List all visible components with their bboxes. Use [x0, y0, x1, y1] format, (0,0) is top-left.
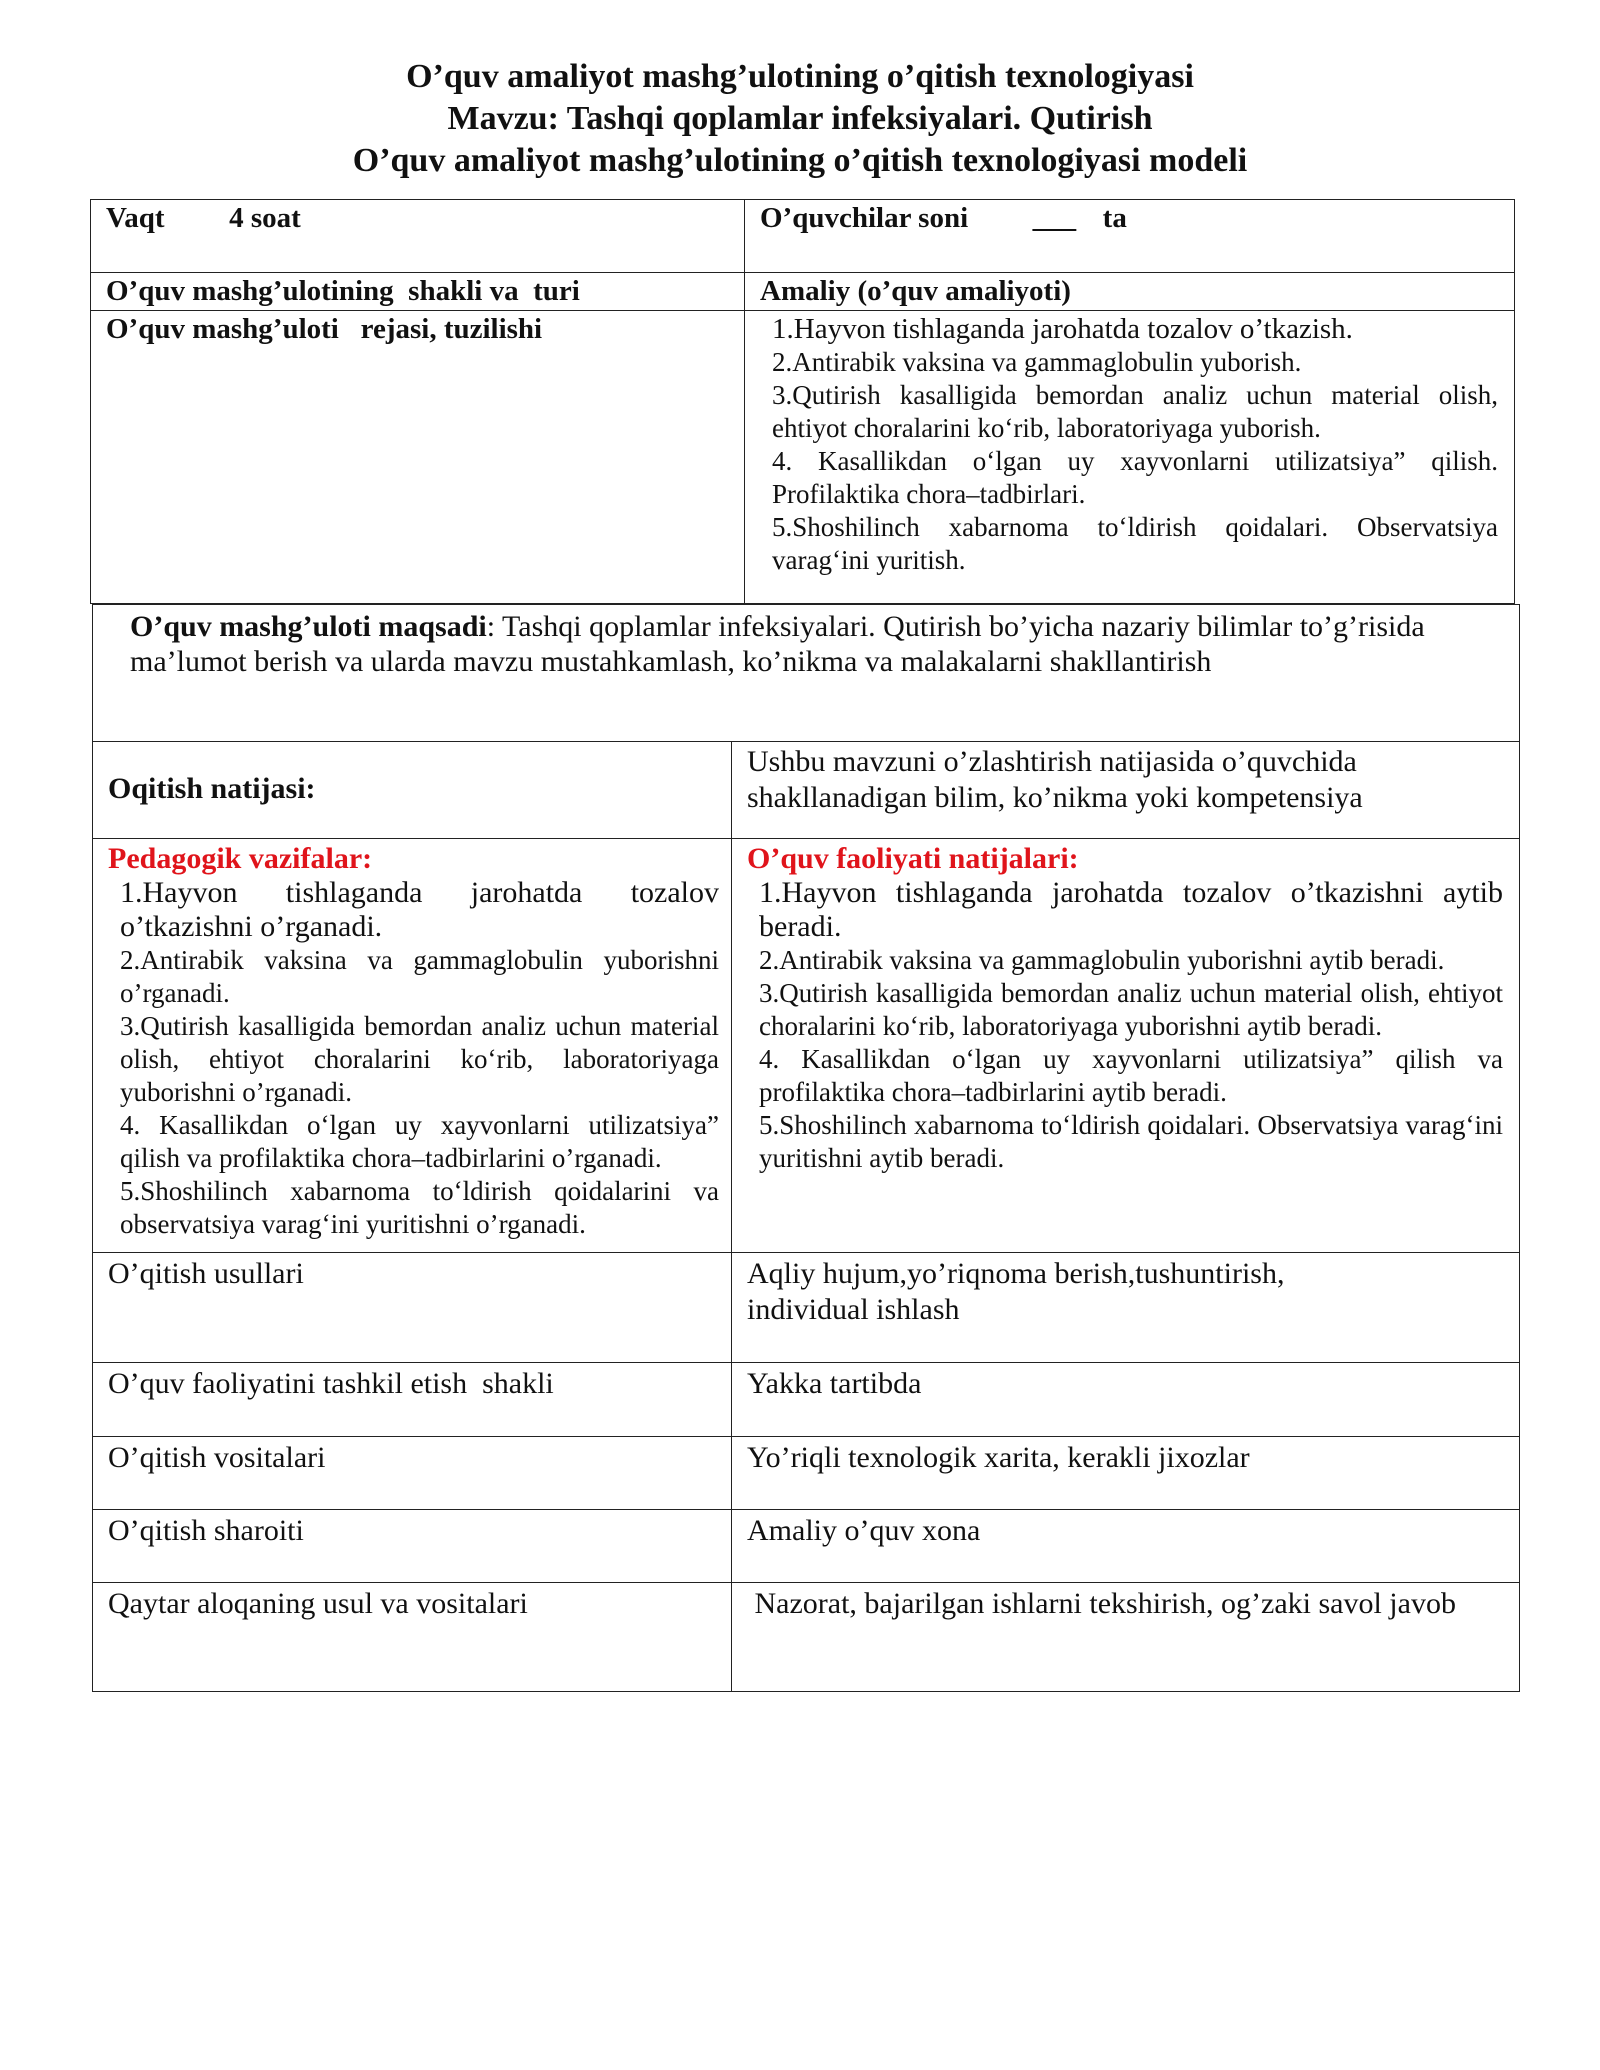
document-header — [0, 56, 1600, 182]
time-value: 4 soat — [229, 202, 301, 234]
learning-outcome-item: 5.Shoshilinch xabarnoma to‘ldirish qoidalari. Observatsiya varag‘ini yuritishni aytib beradi. — [759, 1110, 1503, 1173]
plan-label: O’quv mashg’uloti rejasi, tuzilishi — [106, 313, 543, 345]
learning-outcome-item: 2.Antirabik vaksina va gammaglobulin yuborishni aytib beradi. — [759, 945, 1445, 975]
topic-title: Mavzu: Tashqi qoplamlar infeksiyalari. Qutirish — [447, 100, 1153, 137]
goal-text — [118, 609, 1498, 679]
form-label: O’quv mashg’ulotining shakli va turi — [106, 275, 580, 307]
methods-label: O’qitish usullari — [108, 1257, 304, 1290]
form-value: Amaliy (o’quv amaliyoti) — [760, 275, 1071, 307]
organization-form-value: Yakka tartibda — [747, 1367, 922, 1400]
result-value: Ushbu mavzuni o’zlashtirish natijasida o’quvchida shakllanadigan bilim, ko’nikma yoki kompetensiya — [747, 745, 1363, 814]
students-blank: ___ — [1032, 202, 1077, 234]
document-title: O’quv amaliyot mashg’ulotining o’qitish texnologiyasi — [406, 58, 1194, 95]
plan-item: 4. Kasallikdan o‘lgan uy xayvonlarni utilizatsiya” qilish. Profilaktika chora–tadbirlari. — [772, 446, 1498, 509]
pedagogical-tasks — [96, 842, 731, 1241]
pedagogical-tasks-title: Pedagogik vazifalar: — [108, 842, 373, 875]
feedback-value: Nazorat, bajarilgan ishlarni tekshirish, og’zaki savol javob — [747, 1587, 1456, 1620]
learning-outcomes — [735, 842, 1515, 1175]
students-label: O’quvchilar soni — [760, 202, 969, 234]
tools-value: Yo’riqli texnologik xarita, kerakli jixozlar — [747, 1441, 1250, 1474]
pedagogical-task-item: 1.Hayvon tishlaganda jarohatda tozalov o’tkazishni o’rganadi. — [120, 876, 719, 943]
tools-label: O’qitish vositalari — [108, 1441, 326, 1474]
goal-description: : Tashqi qoplamlar infeksiyalari. Qutirish bo’yicha nazariy bilimlar to’g’risida ma’lumot berish va ularda mavzu mustahkamlash, ko’nikma va malakalarni shakllantirish — [130, 610, 1425, 678]
plan-item: 1.Hayvon tishlaganda jarohatda tozalov o’tkazish. — [772, 313, 1353, 345]
learning-outcome-item: 1.Hayvon tishlaganda jarohatda tozalov o’tkazishni aytib beradi. — [759, 876, 1503, 943]
learning-outcome-item: 3.Qutirish kasalligida bemordan analiz uchun material olish, ehtiyot choralarini ko‘rib, laboratoriyaga yuborishni aytib beradi. — [759, 978, 1503, 1041]
pedagogical-task-item: 5.Shoshilinch xabarnoma to‘ldirish qoidalarini va observatsiya varag‘ini yuritishni o’rganadi. — [120, 1176, 719, 1239]
pedagogical-task-item: 2.Antirabik vaksina va gammaglobulin yuborishni o’rganadi. — [120, 945, 719, 1008]
conditions-label: O’qitish sharoiti — [108, 1514, 304, 1547]
students-unit: ta — [1102, 202, 1127, 234]
plan-item: 3.Qutirish kasalligida bemordan analiz uchun material olish, ehtiyot choralarini ko‘rib, laboratoriyaga yuborish. — [772, 380, 1498, 443]
goal-label: O’quv mashg’uloti maqsadi — [130, 610, 487, 643]
learning-outcome-item: 4. Kasallikdan o‘lgan uy xayvonlarni utilizatsiya” qilish va profilaktika chora–tadbirlarini aytib beradi. — [759, 1044, 1503, 1107]
plan-item: 5.Shoshilinch xabarnoma to‘ldirish qoidalari. Observatsiya varag‘ini yuritish. — [772, 512, 1498, 575]
plan-item: 2.Antirabik vaksina va gammaglobulin yuborish. — [772, 347, 1302, 377]
result-label: Oqitish natijasi: — [108, 772, 316, 805]
model-title: O’quv amaliyot mashg’ulotining o’qitish texnologiyasi modeli — [352, 142, 1248, 179]
time-label: Vaqt — [106, 202, 165, 234]
time-cell — [94, 202, 744, 235]
conditions-value: Amaliy o’quv xona — [747, 1514, 981, 1547]
feedback-label: Qaytar aloqaning usul va vositalari — [108, 1587, 528, 1620]
learning-outcomes-title: O’quv faoliyati natijalari: — [747, 842, 1079, 875]
organization-form-label: O’quv faoliyatini tashkil etish shakli — [108, 1367, 554, 1400]
pedagogical-task-item: 4. Kasallikdan o‘lgan uy xayvonlarni utilizatsiya” qilish va profilaktika chora–tadbirlarini o’rganadi. — [120, 1110, 719, 1173]
plan-list — [760, 313, 1510, 577]
students-cell — [748, 202, 1508, 235]
pedagogical-task-item: 3.Qutirish kasalligida bemordan analiz uchun material olish, ehtiyot choralarini ko‘rib, laboratoriyaga yuborishni o’rganadi. — [120, 1011, 719, 1107]
methods-value: Aqliy hujum,yo’riqnoma berish,tushuntirish, individual ishlash — [747, 1257, 1285, 1326]
